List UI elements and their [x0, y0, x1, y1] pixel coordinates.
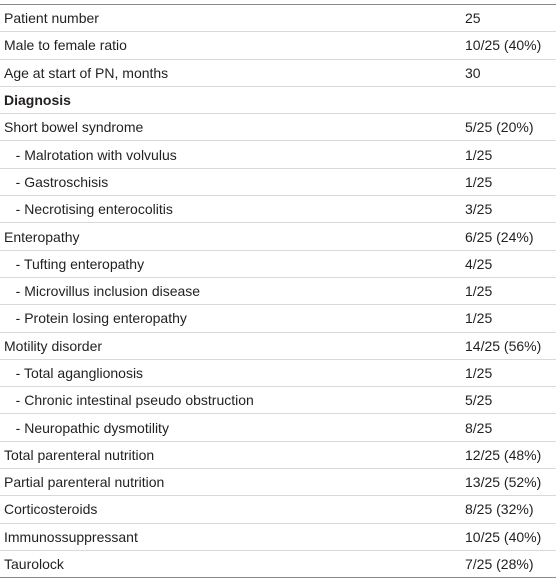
row-value: 10/25 (40%) — [465, 32, 556, 59]
table-row — [0, 523, 556, 550]
row-value: 13/25 (52%) — [465, 469, 556, 496]
row-sublabel: - Gastroschisis — [0, 168, 465, 195]
row-sublabel: - Protein losing enteropathy — [0, 305, 465, 332]
table-row — [0, 5, 556, 32]
table-row — [0, 305, 556, 332]
row-label: Short bowel syndrome — [0, 114, 465, 141]
row-label: Motility disorder — [0, 332, 465, 359]
table-row — [0, 277, 556, 304]
table-row — [0, 496, 556, 523]
row-value: 5/25 — [465, 387, 556, 414]
row-sublabel: - Chronic intestinal pseudo obstruction — [0, 387, 465, 414]
row-value: 12/25 (48%) — [465, 441, 556, 468]
table-row — [0, 250, 556, 277]
row-value: 14/25 (56%) — [465, 332, 556, 359]
row-sublabel: - Malrotation with volvulus — [0, 141, 465, 168]
table-section-row — [0, 86, 556, 113]
row-label: Male to female ratio — [0, 32, 465, 59]
table-row — [0, 441, 556, 468]
table-row — [0, 196, 556, 223]
section-heading-diagnosis: Diagnosis — [0, 86, 465, 113]
row-sublabel: - Tufting enteropathy — [0, 250, 465, 277]
row-value: 1/25 — [465, 359, 556, 386]
table-row — [0, 114, 556, 141]
row-sublabel: - Microvillus inclusion disease — [0, 277, 465, 304]
patient-characteristics-table — [0, 4, 556, 578]
table-row — [0, 223, 556, 250]
row-value: 8/25 — [465, 414, 556, 441]
table-row — [0, 59, 556, 86]
row-value: 5/25 (20%) — [465, 114, 556, 141]
row-value — [465, 86, 556, 113]
row-sublabel: - Necrotising enterocolitis — [0, 196, 465, 223]
row-value: 30 — [465, 59, 556, 86]
table-row — [0, 332, 556, 359]
table-row — [0, 359, 556, 386]
row-value: 25 — [465, 5, 556, 32]
table-row — [0, 469, 556, 496]
row-value: 8/25 (32%) — [465, 496, 556, 523]
table-row — [0, 414, 556, 441]
row-value: 1/25 — [465, 168, 556, 195]
table-row — [0, 32, 556, 59]
row-value: 3/25 — [465, 196, 556, 223]
table-row — [0, 141, 556, 168]
row-sublabel: - Neuropathic dysmotility — [0, 414, 465, 441]
row-label: Total parenteral nutrition — [0, 441, 465, 468]
row-label: Patient number — [0, 5, 465, 32]
row-value: 1/25 — [465, 141, 556, 168]
row-label: Corticosteroids — [0, 496, 465, 523]
row-label: Age at start of PN, months — [0, 59, 465, 86]
row-sublabel: - Total aganglionosis — [0, 359, 465, 386]
row-label: Immunossuppressant — [0, 523, 465, 550]
row-value: 6/25 (24%) — [465, 223, 556, 250]
row-label: Enteropathy — [0, 223, 465, 250]
row-label: Taurolock — [4, 556, 64, 573]
row-value: 4/25 — [465, 250, 556, 277]
patient-characteristics-table-container — [0, 4, 556, 578]
row-value: 1/25 — [465, 305, 556, 332]
table-body — [0, 5, 556, 578]
row-label: Partial parenteral nutrition — [0, 469, 465, 496]
table-row — [0, 168, 556, 195]
row-value: 7/25 (28%) — [465, 556, 534, 573]
row-value: 10/25 (40%) — [465, 523, 556, 550]
table-row — [0, 387, 556, 414]
row-value: 1/25 — [465, 277, 556, 304]
